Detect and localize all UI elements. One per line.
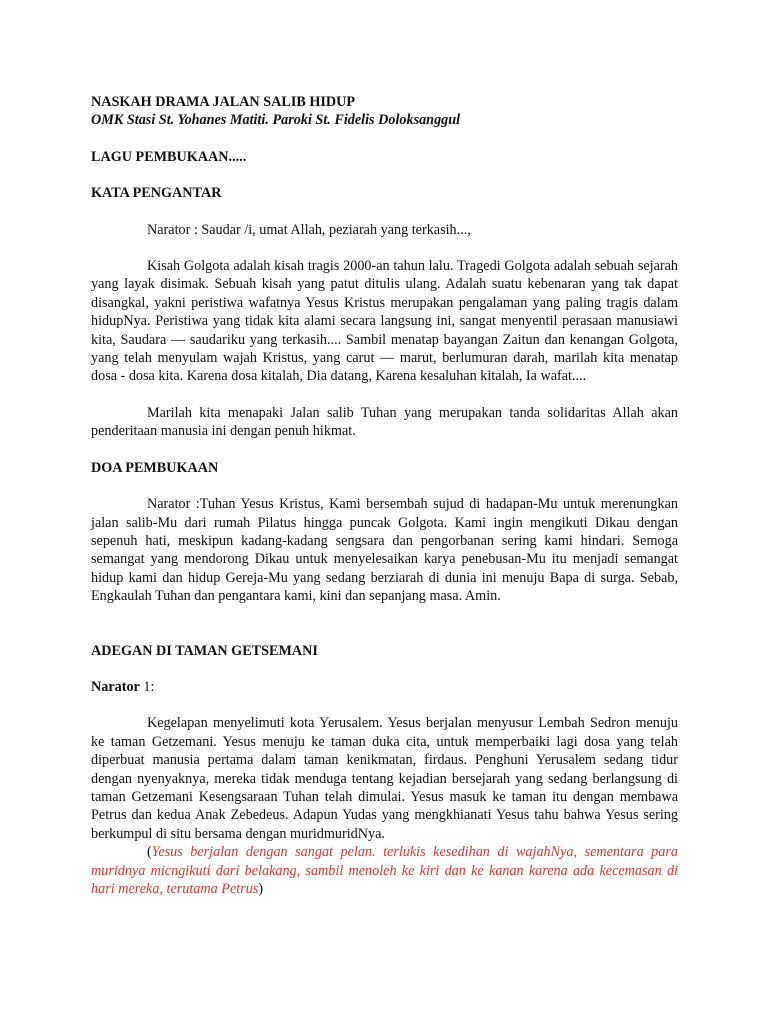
document-subtitle: OMK Stasi St. Yohanes Matiti. Paroki St. Fidelis Doloksanggul [91,112,461,129]
narator-label: Narator [91,678,140,695]
heading-doa-pembukaan: DOA PEMBUKAAN [91,459,219,476]
paragraph-golgota: Kisah Golgota adalah kisah tragis 2000-an tahun lalu. Tragedi Golgota adalah sebuah sejarah yang layak disimak. Sebuah kisah yang patut ditulis ulang. Adalah suatu kebenaran yang tak dapat disangkal, yakni peristiwa wafatnya Yesus Kristus merupakan pengalaman yang paling tragis dalam hidupNya. Peristiwa yang tidak kita alami secara langsung ini, sangat menyentil perasaan manusiawi kita, Saudara — saudariku yang terkasih.... Sambil menatap bayangan Zaitun dan kenangan Golgota, yang telah menyulam wajah Kristus, yang carut — marut, berlumuran darah, marilah kita menatap dosa - dosa kita. Karena dosa kitalah, Dia datang, Karena kesaluhan kitalah, Ia wafat.... [91,258,678,385]
heading-adegan-getsemani: ADEGAN DI TAMAN GETSEMANI [91,642,318,659]
stage-direction-line [91,843,678,898]
document-body [91,93,678,898]
heading-lagu-pembukaan: LAGU PEMBUKAAN..... [91,148,247,165]
document-title: NASKAH DRAMA JALAN SALIB HIDUP [91,94,356,110]
stage-direction-text: Yesus berjalan dengan sangat pelan. terlukis kesedihan di wajahNya, sementara para muridnya micngikuti dari belakang, sambil menoleh ke kiri dan ke kanan karena ada kecemasan di hari mereka, terutama Petrus [91,844,678,897]
paragraph-doa: Narator :Tuhan Yesus Kristus, Kami bersembah sujud di hadapan-Mu untuk merenungkan jalan salib-Mu dari rumah Pilatus hingga puncak Golgota. Kami ingin mengikuti Dikau dengan sepenuh hati, meskipun kadang-kadang sengsara dan pengorbanan sering kami hindari. Semoga semangat yang mendorong Dikau untuk menyelesaikan karya penebusan-Mu itu menjadi semangat hidup kami dan hidup Gereja-Mu yang sedang berziarah di dunia ini menuju Bapa di surga. Sebab, Engkaulah Tuhan dan pengantara kami, kini dan sepanjang masa. Amin. [91,496,678,605]
narator-intro-line: Narator : Saudar /i, umat Allah, peziarah yang terkasih..., [147,221,471,238]
heading-kata-pengantar: KATA PENGANTAR [91,185,222,202]
narator-1-label-line [91,678,678,696]
paragraph-marilah: Marilah kita menapaki Jalan salib Tuhan yang merupakan tanda solidaritas Allah akan penderitaan manusia ini dengan penuh hikmat. [91,404,678,440]
narator-number: 1: [139,678,155,695]
paren-close: ) [258,881,264,897]
paren-open: ( [147,844,152,861]
paragraph-kegelapan: Kegelapan menyelimuti kota Yerusalem. Yesus berjalan menyusur Lembah Sedron menuju ke taman Getzemani. Yesus menuju ke taman duka cita, untuk memperbaiki lagi dosa yang telah diperbuat manusia pertama dalam taman kenikmatan, firdaus. Penghuni Yerusalem sedang tidur dengan nyenyaknya, mereka tidak menduga tentang kejadian bersejarah yang sedang berlangsung di taman Getzemani Kesengsaraan Tuhan telah dimulai. Yesus masuk ke taman itu dengan membawa Petrus dan kedua Anak Zebedeus. Adapun Yudas yang mengkhianati Yesus tahu bahwa Yesus sering berkumpul di situ bersama dengan muridmuridNya. [91,715,678,842]
